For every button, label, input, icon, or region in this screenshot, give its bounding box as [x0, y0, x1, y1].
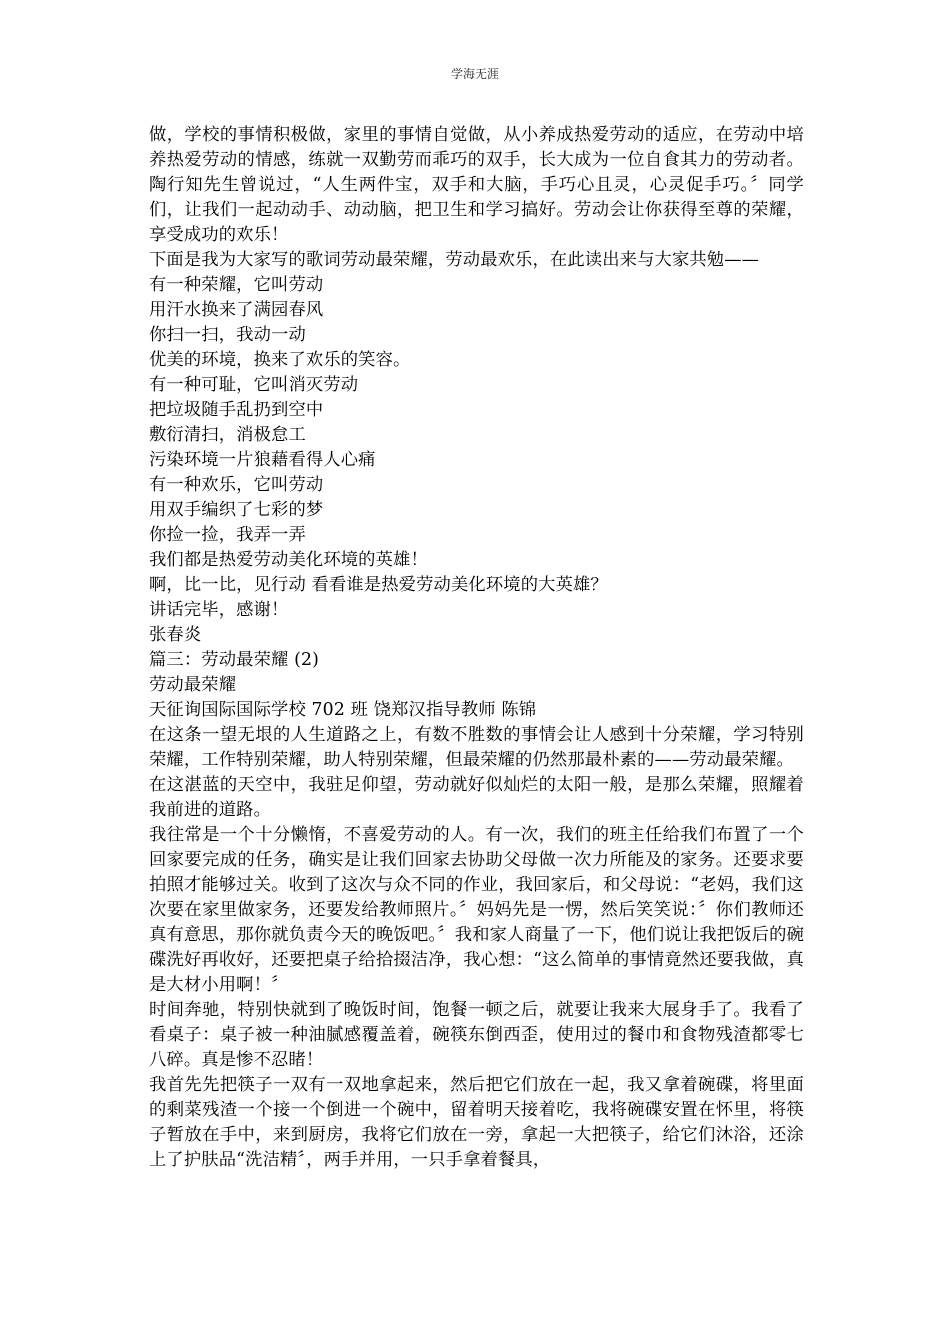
paragraph-2: 下面是我为大家写的歌词劳动最荣耀，劳动最欢乐，在此读出来与大家共勉—— [149, 250, 760, 270]
lyric-line-3: 你扫一扫，我动一动 [149, 325, 306, 345]
lyric-line-6: 把垃圾随手乱扔到空中 [149, 400, 324, 420]
paragraph-3: 在这条一望无垠的人生道路之上，有数不胜数的事情会让人感到十分荣耀，学习特别荣耀，工作特别荣耀，助人特别荣耀，但最荣耀的仍然那最朴素的——劳动最荣耀。 [149, 725, 804, 770]
paragraph-6: 时间奔驰，特别快就到了晚饭时间，饱餐一顿之后，就要让我来大展身手了。我看了看桌子：桌子被一种油腻感覆盖着，碗筷东倒西歪，使用过的餐巾和食物残渣都零七八碎。真是惨不忍睹！ [149, 1000, 804, 1070]
paragraph-1: 做，学校的事情积极做，家里的事情自觉做，从小养成热爱劳动的适应，在劳动中培养热爱劳动的情感，练就一双勤劳而乖巧的双手，长大成为一位自食其力的劳动者。 陶行知先生曾说过，“人生两件宝，双手和大脑，手巧心且灵，心灵促手巧。〞同学们，让我们一起动动手、动动脑，把卫生和学习搞好。劳动会让你获得至尊的荣耀，享受成功的欢乐！ [149, 125, 804, 245]
lyric-line-5: 有一种可耻，它叫消灭劳动 [149, 375, 359, 395]
lyric-line-2: 用汗水换来了满园春风 [149, 300, 324, 320]
lyric-line-4: 优美的环境，换来了欢乐的笑容。 [149, 350, 411, 370]
page-header: 学海无涯 [450, 67, 499, 81]
lyric-line-11: 你捡一捡，我弄一弄 [149, 525, 306, 545]
paragraph-7: 我首先先把筷子一双有一双地拿起来，然后把它们放在一起，我又拿着碗碟，将里面的剩菜残渣一个接一个倒进一个碗中，留着明天接着吃，我将碗碟安置在怀里，将筷子暂放在手中，来到厨房，我将它们放在一旁，拿起一大把筷子，给它们沐浴，还涂上了护肤品“洗洁精〞，两手并用，一只手拿着餐具， [149, 1075, 804, 1170]
essay-title: 劳动最荣耀 [149, 675, 237, 695]
lyric-line-1: 有一种荣耀，它叫劳动 [149, 275, 324, 295]
lyric-line-13: 啊，比一比，见行动 看看谁是热爱劳动美化环境的大英雄？ [149, 575, 608, 595]
section-heading: 篇三：劳动最荣耀 (2) [149, 650, 320, 670]
lyric-line-9: 有一种欢乐，它叫劳动 [149, 475, 324, 495]
essay-byline: 天征询国际国际学校 702 班 饶郑汉指导教师 陈锦 [149, 700, 537, 720]
lyric-line-10: 用双手编织了七彩的梦 [149, 500, 324, 520]
closing-line: 讲话完毕，感谢！ [149, 600, 289, 620]
document-body [149, 123, 804, 1173]
paragraph-5: 我往常是一个十分懒惰，不喜爱劳动的人。有一次，我们的班主任给我们布置了一个回家要完成的任务，确实是让我们回家去协助父母做一次力所能及的家务。还要求要拍照才能够过关。收到了这次与众不同的作业，我回家后，和父母说：“老妈，我们这次要在家里做家务，还要发给教师照片。〞妈妈先是一愣，然后笑笑说：〞你们教师还真有意思，那你就负责今天的晚饭吧。〞我和家人商量了一下，他们说让我把饭后的碗碟洗好再收好，还要把桌子给拾掇洁净，我心想：“这么简单的事情竟然还要我做，真是大材小用啊！〞 [149, 825, 804, 995]
paragraph-4: 在这湛蓝的天空中，我驻足仰望，劳动就好似灿烂的太阳一般，是那么荣耀，照耀着我前进的道路。 [149, 775, 804, 820]
author-name: 张春炎 [149, 625, 202, 645]
lyric-line-12: 我们都是热爱劳动美化环境的英雄！ [149, 550, 428, 570]
lyric-line-8: 污染环境一片狼藉看得人心痛 [149, 450, 376, 470]
lyric-line-7: 敷衍清扫，消极怠工 [149, 425, 306, 445]
